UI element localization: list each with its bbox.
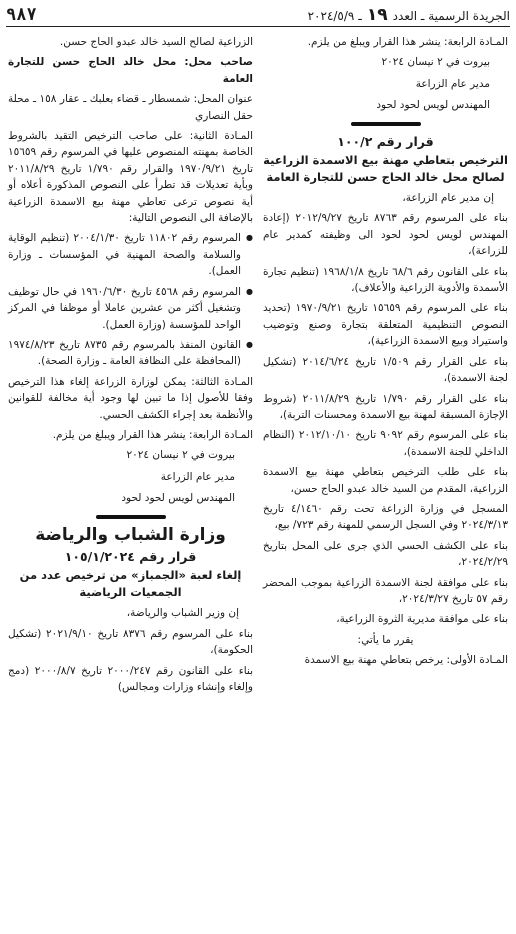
page-header — [6, 4, 510, 27]
place-date: بيروت في ٢ نيسان ٢٠٢٤ — [381, 56, 490, 69]
signature-block — [263, 54, 508, 113]
recital: بناء على المرسوم رقم ٨٧٦٣ تاريخ ٢٠١٢/٩/٢٧ (إعادة المهندس لويس لحود لحود الى وظيفته كمدير عام للزراعة)، — [263, 212, 508, 258]
issue-number: ١٩ — [366, 5, 388, 25]
recital: بناء على طلب الترخيص بتعاطي مهنة بيع الاسمدة الزراعية، المقدم من السيد خالد عبدو الحاج حسن، — [263, 466, 508, 495]
shop-owner: صاحب محل: محل خالد الحاج حسن للتجارة العامة — [8, 56, 253, 85]
article-3: المـادة الثالثة: يمكن لوزارة الزراعة إلغاء هذا الترخيص وفقا للأصول إذا ما تبين لها وجود أية مخالفة للقوانين والأنظمة بعد إجراء الكشف الحسي. — [8, 375, 253, 421]
ministry-heading: وزارة الشباب والرياضة — [35, 524, 226, 545]
bullet-item: ● المرسوم رقم ١١٨٠٢ تاريخ ٢٠٠٤/١/٣٠ (تنظيم الوقاية والسلامة والصحة المهنية في المؤسسات ـ وزارة العمل). — [8, 230, 253, 279]
page-number: ٩٨٧ — [6, 5, 37, 25]
right-column — [263, 34, 508, 673]
article-4: المـادة الرابعة: ينشر هذا القرار ويبلغ من يلزم. — [52, 428, 253, 441]
shop-address: عنوان المحل: شمسطار ـ قضاء بعلبك ـ عقار ١٥٨ ـ محلة حقل النصاري — [8, 93, 253, 122]
recital: بناء على المرسوم رقم ٨٣٧٦ تاريخ ٢٠٢١/٩/١٠ (تشكيل الحكومة)، — [8, 627, 253, 657]
bullet-item: ● المرسوم رقم ٤٥٦٨ تاريخ ١٩٦٠/٦/٣٠ في حال توظيف وتشغيل أكثر من عشرين عاملا أو موظفا في المركز الواحد للمؤسسة (وزارة العمل). — [8, 284, 253, 333]
decree-subject: الترخيص بتعاطي مهنة بيع الاسمدة الزراعية لصالح محل خالد الحاج حسن للتجارة العامة — [263, 153, 508, 185]
recital: بناء على المرسوم رقم ١٥٦٥٩ تاريخ ١٩٧٠/٩/٢١ (تحديد النصوص التنظيمية المتعلقة بتجارة وصنع وتوضيب واستيراد وبيع الاسمدة الزراعية)، — [263, 302, 508, 348]
decree-intro: إن مدير عام الزراعة، — [402, 192, 494, 205]
recital: بناء على القانون رقم ٢٠٠٠/٢٤٧ تاريخ ٢٠٠٠/٨/٧ (دمج وإلغاء وإنشاء وزارات ومجالس) — [8, 664, 253, 693]
recital: بناء على موافقة مديرية الثروة الزراعية، — [336, 613, 508, 626]
place-date: بيروت في ٢ نيسان ٢٠٢٤ — [126, 449, 235, 462]
bullet-item: ● القانون المنفذ بالمرسوم رقم ٨٧٣٥ تاريخ ١٩٧٤/٨/٢٣ (المحافظة على النظافة العامة ـ وزارة الصحة). — [8, 337, 253, 370]
recital: بناء على القانون رقم ٦٨/٦ تاريخ ١٩٦٨/١/٨ (تنظيم تجارة الأسمدة والأدوية الزراعية والأعلاف)، — [263, 265, 508, 295]
signatory-title: مدير عام الزراعة — [160, 470, 235, 483]
recital: بناء على القرار رقم ١/٥٠٩ تاريخ ٢٠١٤/٦/٢٤ (تشكيل لجنة الاسمدة)، — [263, 355, 508, 385]
journal-line — [308, 5, 510, 25]
left-column — [8, 34, 253, 699]
recital: بناء على القرار رقم ١/٧٩٠ تاريخ ٢٠١١/٨/٢٩ (شروط الإجازة المسبقة لمهنة بيع الاسمدة ومحسنات التربة)، — [263, 392, 508, 421]
article-1-continued: الزراعية لصالح السيد خالد عبدو الحاج حسن. — [59, 36, 253, 48]
section-divider — [351, 122, 421, 126]
journal-title: الجريدة الرسمية ـ العدد — [392, 9, 510, 23]
article-4: المـادة الرابعة: ينشر هذا القرار ويبلغ من يلزم. — [307, 36, 508, 48]
signatory-title: مدير عام الزراعة — [415, 77, 490, 90]
decree-title: قرار رقم ١٠٠/٢ — [337, 133, 434, 149]
decides-line: يقرر ما يأتي: — [357, 633, 414, 646]
recital: بناء على موافقة لجنة الاسمدة الزراعية بموجب المحضر رقم ٥٧ تاريخ ٢٠٢٤/٣/٢٧، — [263, 576, 508, 605]
recital: بناء على الكشف الحسي الذي جرى على المحل بتاريخ ٢٠٢٤/٢/٢٩، — [263, 539, 508, 569]
issue-date: ـ ٢٠٢٤/٥/٩ — [307, 9, 362, 23]
recital: بناء على المرسوم رقم ٩٠٩٢ تاريخ ٢٠١٢/١٠/١٠ (النظام الداخلي للجنة الاسمدة)، — [263, 429, 508, 458]
signatory-name: المهندس لويس لحود لحود — [376, 99, 490, 112]
decree-title: قرار رقم ١٠٥/١/٢٠٢٤ — [64, 548, 197, 564]
article-2: المـادة الثانية: على صاحب الترخيص التقيد بالشروط الخاصة بمهنته المنصوص عليها في المرسوم رقم ١٥٦٥٩ تاريخ ١٩٧٠/٩/٢١ والقرار رقم ١/٧٩٠ تاريخ ٢٠١١/٨/٢٩ وبأية تعديلات قد تطرأ على النصوص المذكورة أعلاه أو أية نصوص ترعى تعاطي مهنة بيع الاسمدة الزراعية بالإضافة الى النصوص التالية: — [8, 130, 253, 225]
section-divider — [96, 515, 166, 519]
decree-intro: إن وزير الشباب والرياضة، — [126, 607, 239, 620]
article-1: المـادة الأولى: يرخص بتعاطي مهنة بيع الاسمدة — [304, 654, 508, 667]
signatory-name: المهندس لويس لحود لحود — [121, 492, 235, 505]
signature-block — [8, 447, 253, 506]
decree-subject: إلغاء لعبة «الجمباز» من ترخيص عدد من الجمعيات الرياضية — [19, 568, 242, 600]
recital: المسجل في وزارة الزراعة تحت رقم ٤/١٤٦٠ تاريخ ٢٠٢٤/٣/١٣ وفي السجل الرسمي للمهنة رقم ٧٢٣/ بيع، — [263, 502, 509, 532]
